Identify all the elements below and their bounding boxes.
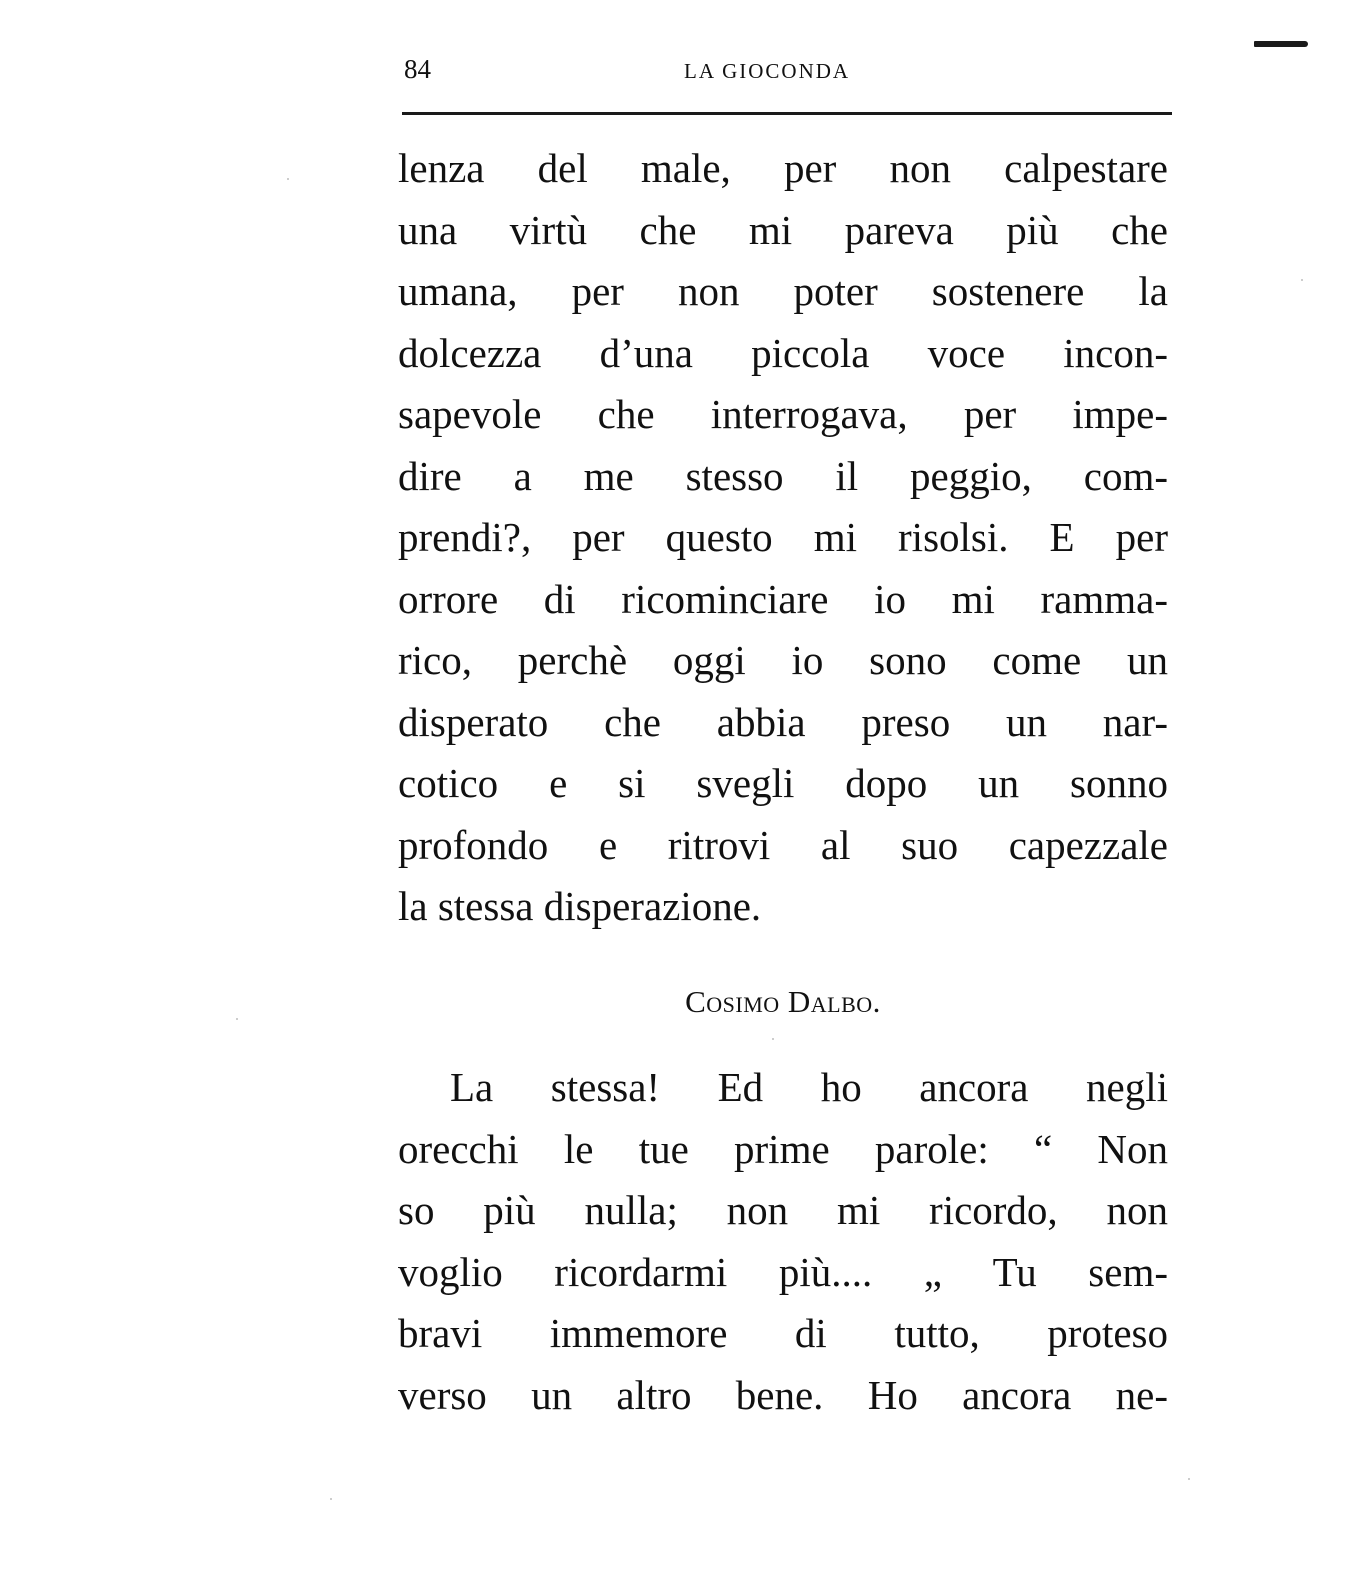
passage-2 [398,1057,1168,1426]
text-line: dire a me stesso il peggio, com- [398,452,1168,499]
text-line: prendi?, per questo mi risolsi. E per [398,514,1168,560]
text-line: sapevole che interrogava, per impe- [398,391,1168,437]
text-line: bravi immemore di tutto, proteso [398,1310,1168,1356]
page-number: 84 [404,54,431,84]
text-line: profondo e ritrovi al suo capezzale [398,821,1168,868]
speaker-name: Cosimo Dalbo. [685,984,881,1019]
text-line: verso un altro bene. Ho ancora ne- [398,1371,1168,1418]
text-line: so più nulla; non mi ricordo, non [398,1187,1168,1233]
scan-speck [772,1038,774,1040]
text-line: lenza del male, per non calpestare [398,145,1168,191]
text-line: disperato che abbia preso un nar- [398,698,1168,745]
text-line: voglio ricordarmi più.... „ Tu sem- [398,1248,1168,1295]
text-line: cotico e si svegli dopo un sonno [398,760,1168,806]
running-head [404,52,1170,92]
scan-speck [330,1498,332,1500]
page-edge-mark [1254,41,1308,47]
text-line: umana, per non poter sostenere la [398,268,1168,314]
text-line: rico, perchè oggi io sono come un [398,637,1168,683]
running-title: LA GIOCONDA [684,59,851,83]
header-rule [402,112,1172,115]
text-line: dolcezza d’una piccola voce incon- [398,329,1168,376]
scan-speck [236,1018,238,1020]
text-line: orecchi le tue prime parole: “ Non [398,1125,1168,1172]
scan-speck [287,178,289,180]
scan-speck [1188,1478,1190,1480]
text-line: una virtù che mi pareva più che [398,206,1168,253]
text-line: la stessa disperazione. [398,883,762,929]
text-line: La stessa! Ed ho ancora negli [450,1064,1168,1110]
passage-1 [398,138,1168,938]
text-line: orrore di ricominciare io mi ramma- [398,575,1168,622]
scan-speck [1301,279,1303,281]
